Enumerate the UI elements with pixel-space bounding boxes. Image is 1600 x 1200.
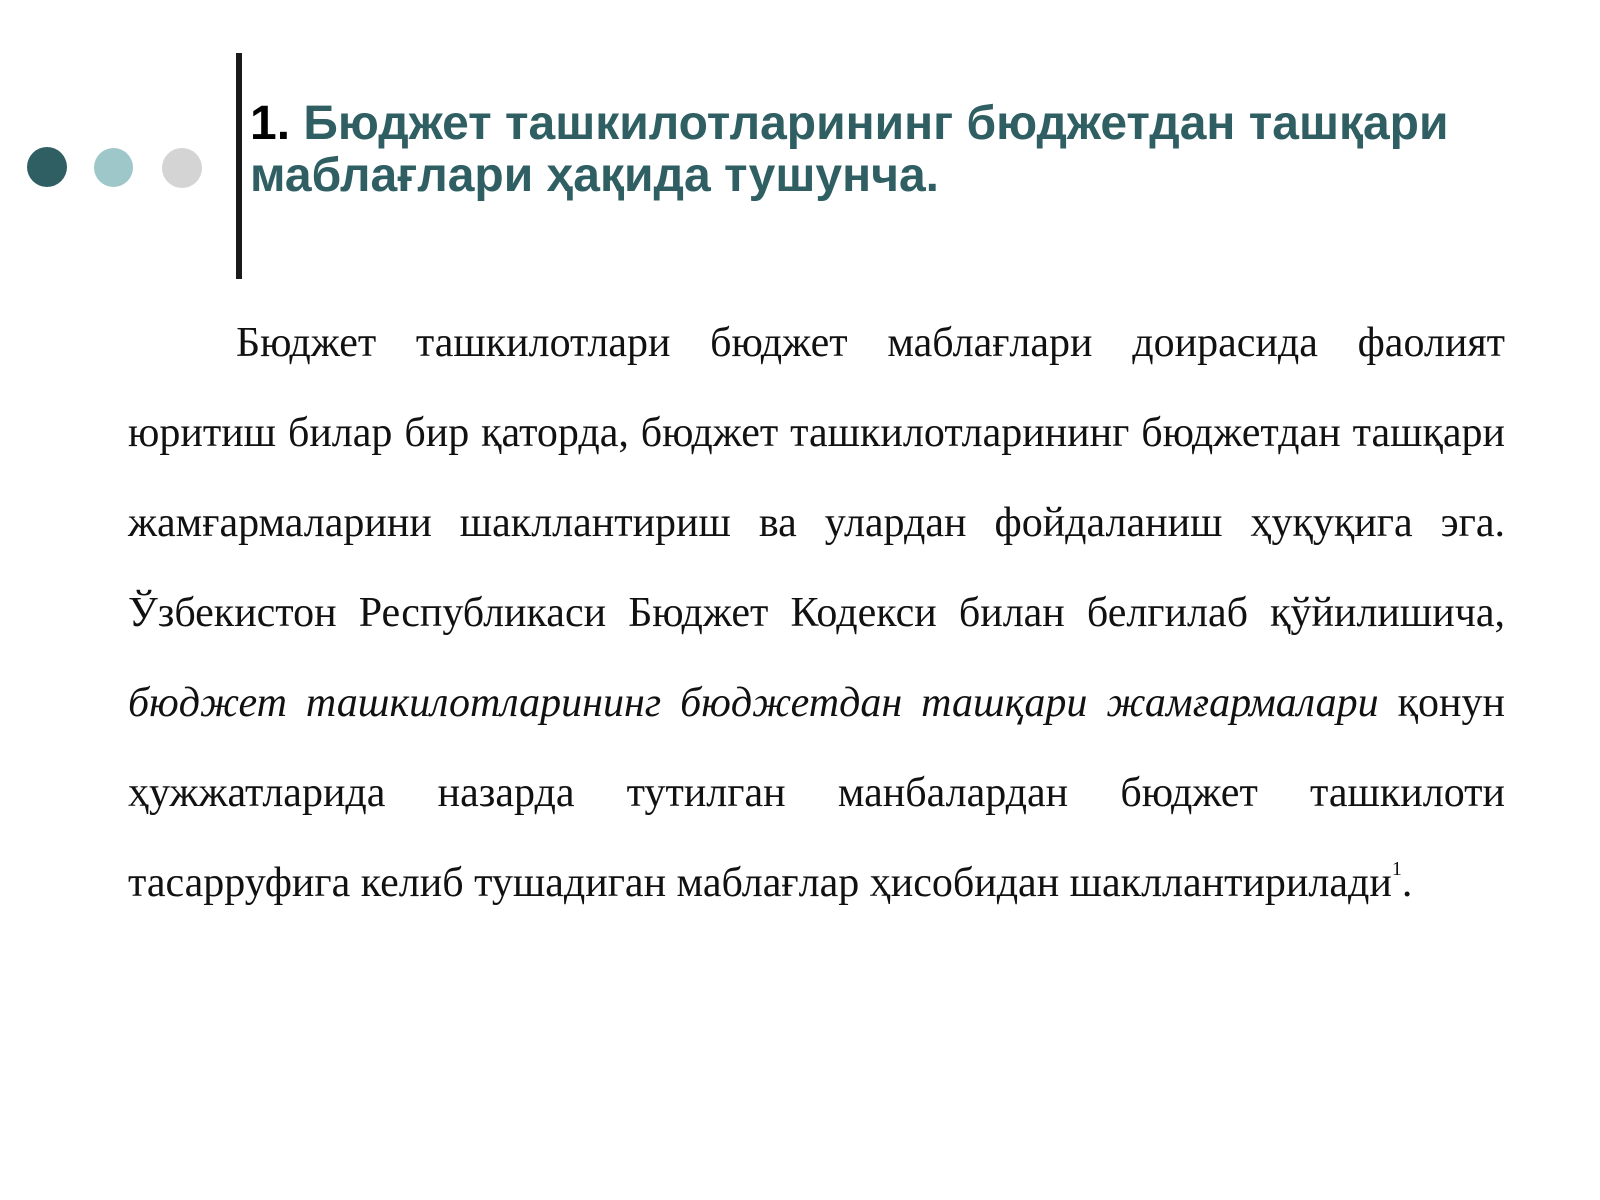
paragraph-part-1: Бюджет ташкилотлари бюджет маблағлари доирасида фаолият юритиш билар бир қаторда, бюджет ташкилотларининг бюджетдан ташқари жамғармаларини шакллантириш ва улардан фойдаланиш ҳуқуқига эга. Ўзбекистон Республикаси Бюджет Кодекси билан белгилаб қўйилишича,: [128, 320, 1505, 636]
title-text: Бюджет ташкилотларининг бюджетдан ташқари маблағлари ҳақида тушунча.: [250, 97, 1449, 202]
slide-title: [250, 98, 1450, 202]
footnote-mark: 1: [1391, 858, 1402, 880]
title-number: 1.: [250, 97, 291, 150]
dot-light-icon: [94, 148, 133, 187]
paragraph-end: .: [1401, 860, 1413, 906]
paragraph-italic-term: бюджет ташкилотларининг бюджетдан ташқари жамғармалари: [128, 680, 1379, 726]
paragraph-part-2: қонун ҳужжатларида назарда тутилган манбалардан бюджет ташкилоти тасарруфига келиб тушадиган маблағлар ҳисобидан шакллантирилади: [128, 680, 1505, 906]
body-paragraph: [128, 298, 1505, 928]
dot-gray-icon: [162, 148, 202, 188]
title-divider: [236, 53, 242, 279]
dot-dark-icon: [27, 147, 67, 187]
